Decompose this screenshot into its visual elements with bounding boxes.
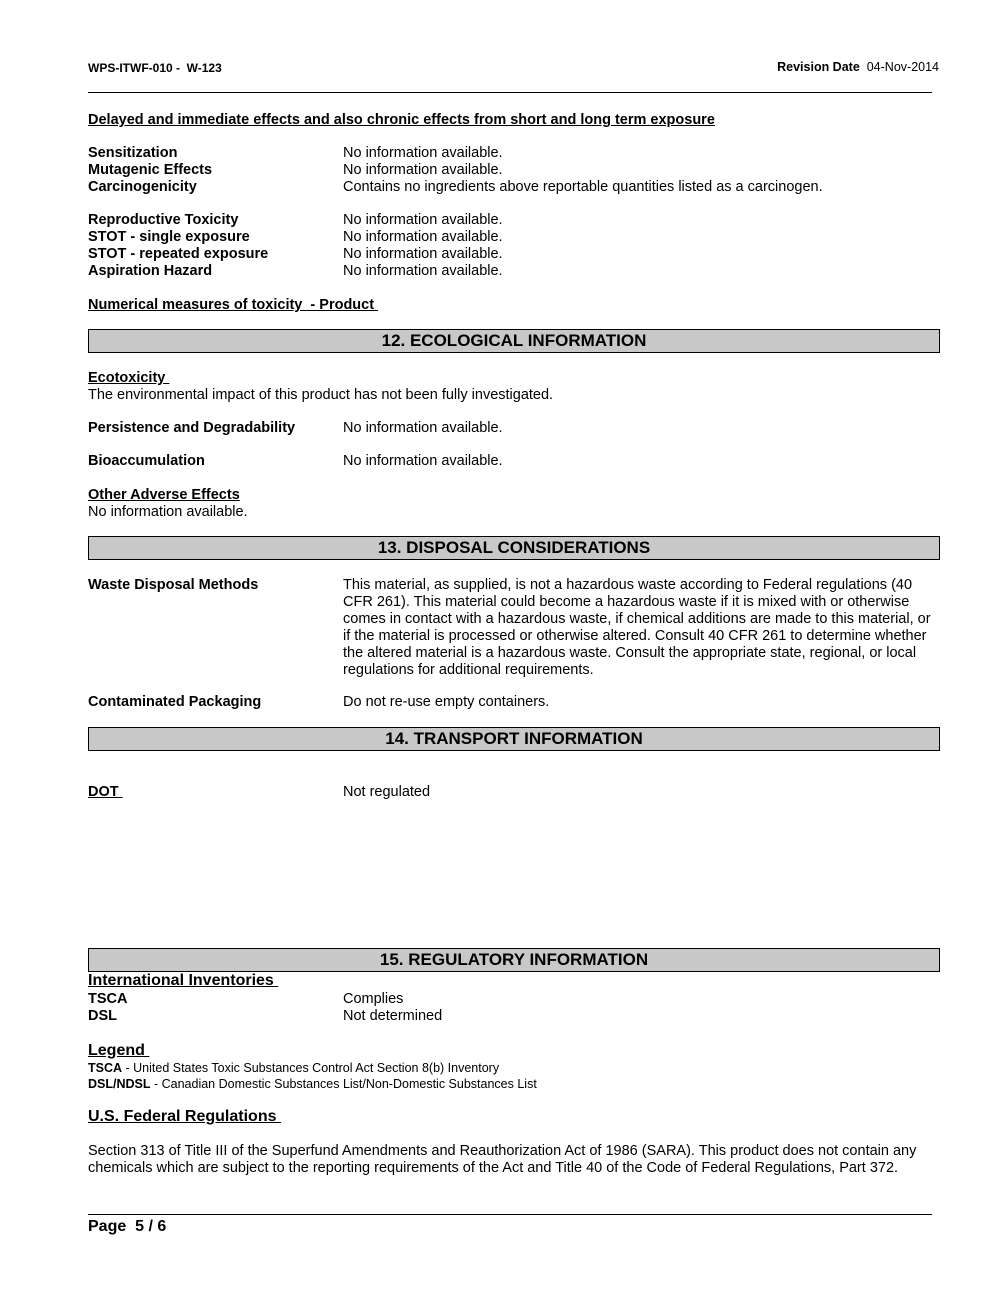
ecotoxicity-text: The environmental impact of this product has not been fully investigated. xyxy=(88,387,554,403)
section-12-header: 12. ECOLOGICAL INFORMATION xyxy=(88,329,940,353)
legend-term: DSL/NDSL xyxy=(88,1077,151,1091)
legend-term: TSCA xyxy=(88,1061,123,1075)
header-rule xyxy=(88,92,932,93)
text-line: This material, as supplied, is not a hazardous waste according to Federal regulations (40 xyxy=(343,577,913,593)
federal-regulations-heading: U.S. Federal Regulations xyxy=(88,1108,281,1125)
section-14-header: 14. TRANSPORT INFORMATION xyxy=(88,727,940,751)
row-value: No information available. xyxy=(343,453,503,469)
legend-item xyxy=(88,1076,537,1092)
revision-date-value: 04-Nov-2014 xyxy=(866,60,939,74)
text-line: the altered material is a hazardous waste. Consult the appropriate state, regional, or local xyxy=(343,645,917,661)
revision-label: Revision Date xyxy=(777,60,860,74)
waste-disposal-row xyxy=(88,577,940,679)
revision-date xyxy=(777,60,939,74)
row-value: No information available. xyxy=(343,420,503,436)
row-label: Bioaccumulation xyxy=(88,453,205,469)
row-value: Complies xyxy=(343,991,404,1007)
section-13-header: 13. DISPOSAL CONSIDERATIONS xyxy=(88,536,940,560)
dot-value: Not regulated xyxy=(343,784,431,800)
dot-label: DOT xyxy=(88,784,123,800)
federal-regulations-text xyxy=(88,1143,940,1177)
row-label: Mutagenic Effects xyxy=(88,162,213,178)
row-value: No information available. xyxy=(343,263,503,279)
row-label: Contaminated Packaging xyxy=(88,694,262,710)
footer-rule xyxy=(88,1214,932,1215)
legend-item xyxy=(88,1060,499,1076)
numerical-measures-heading: Numerical measures of toxicity - Product xyxy=(88,297,379,313)
row-value: Contains no ingredients above reportable quantities listed as a carcinogen. xyxy=(343,179,823,195)
other-adverse-effects-heading: Other Adverse Effects xyxy=(88,487,240,503)
row-label: TSCA xyxy=(88,991,128,1007)
international-inventories-heading: International Inventories xyxy=(88,972,279,989)
text-line: regulations for additional requirements. xyxy=(343,662,594,678)
row-label: DSL xyxy=(88,1008,117,1024)
row-label: STOT - single exposure xyxy=(88,229,250,245)
chronic-effects-heading: Delayed and immediate effects and also chronic effects from short and long term exposure xyxy=(88,112,715,128)
page-number: Page 5 / 6 xyxy=(88,1218,167,1235)
row-label: Waste Disposal Methods xyxy=(88,577,259,593)
section-15-header: 15. REGULATORY INFORMATION xyxy=(88,948,940,972)
row-label: Persistence and Degradability xyxy=(88,420,296,436)
row-value: No information available. xyxy=(343,162,503,178)
row-label: Carcinogenicity xyxy=(88,179,197,195)
other-adverse-effects-text: No information available. xyxy=(88,504,248,520)
row-label: Sensitization xyxy=(88,145,178,161)
row-value: Not determined xyxy=(343,1008,443,1024)
legend-heading: Legend xyxy=(88,1042,150,1059)
row-value: No information available. xyxy=(343,246,503,262)
legend-desc: - Canadian Domestic Substances List/Non-Domestic Substances List xyxy=(150,1077,537,1091)
row-value: No information available. xyxy=(343,145,503,161)
text-line: Section 313 of Title III of the Superfund Amendments and Reauthorization Act of 1986 (SARA). This product does not contain any xyxy=(88,1143,917,1159)
row-value: No information available. xyxy=(343,229,503,245)
document-id: WPS-ITWF-010 - W-123 xyxy=(88,61,222,75)
ecotoxicity-heading: Ecotoxicity xyxy=(88,370,170,386)
text-line: if the material is processed or otherwise altered. Consult 40 CFR 261 to determine whether xyxy=(343,628,927,644)
legend-desc: - United States Toxic Substances Control Act Section 8(b) Inventory xyxy=(122,1061,500,1075)
waste-disposal-text xyxy=(343,577,940,679)
row-label: STOT - repeated exposure xyxy=(88,246,269,262)
text-line: CFR 261). This material could become a hazardous waste if it is mixed with or otherwise xyxy=(343,594,910,610)
row-label: Aspiration Hazard xyxy=(88,263,213,279)
text-line: comes in contact with a hazardous waste, if chemical additions are made to this material, or xyxy=(343,611,931,627)
row-value: No information available. xyxy=(343,212,503,228)
row-value: Do not re-use empty containers. xyxy=(343,694,550,710)
row-label: Reproductive Toxicity xyxy=(88,212,239,228)
text-line: chemicals which are subject to the reporting requirements of the Act and Title 40 of the Code of Federal Regulations, Part 372. xyxy=(88,1160,899,1176)
